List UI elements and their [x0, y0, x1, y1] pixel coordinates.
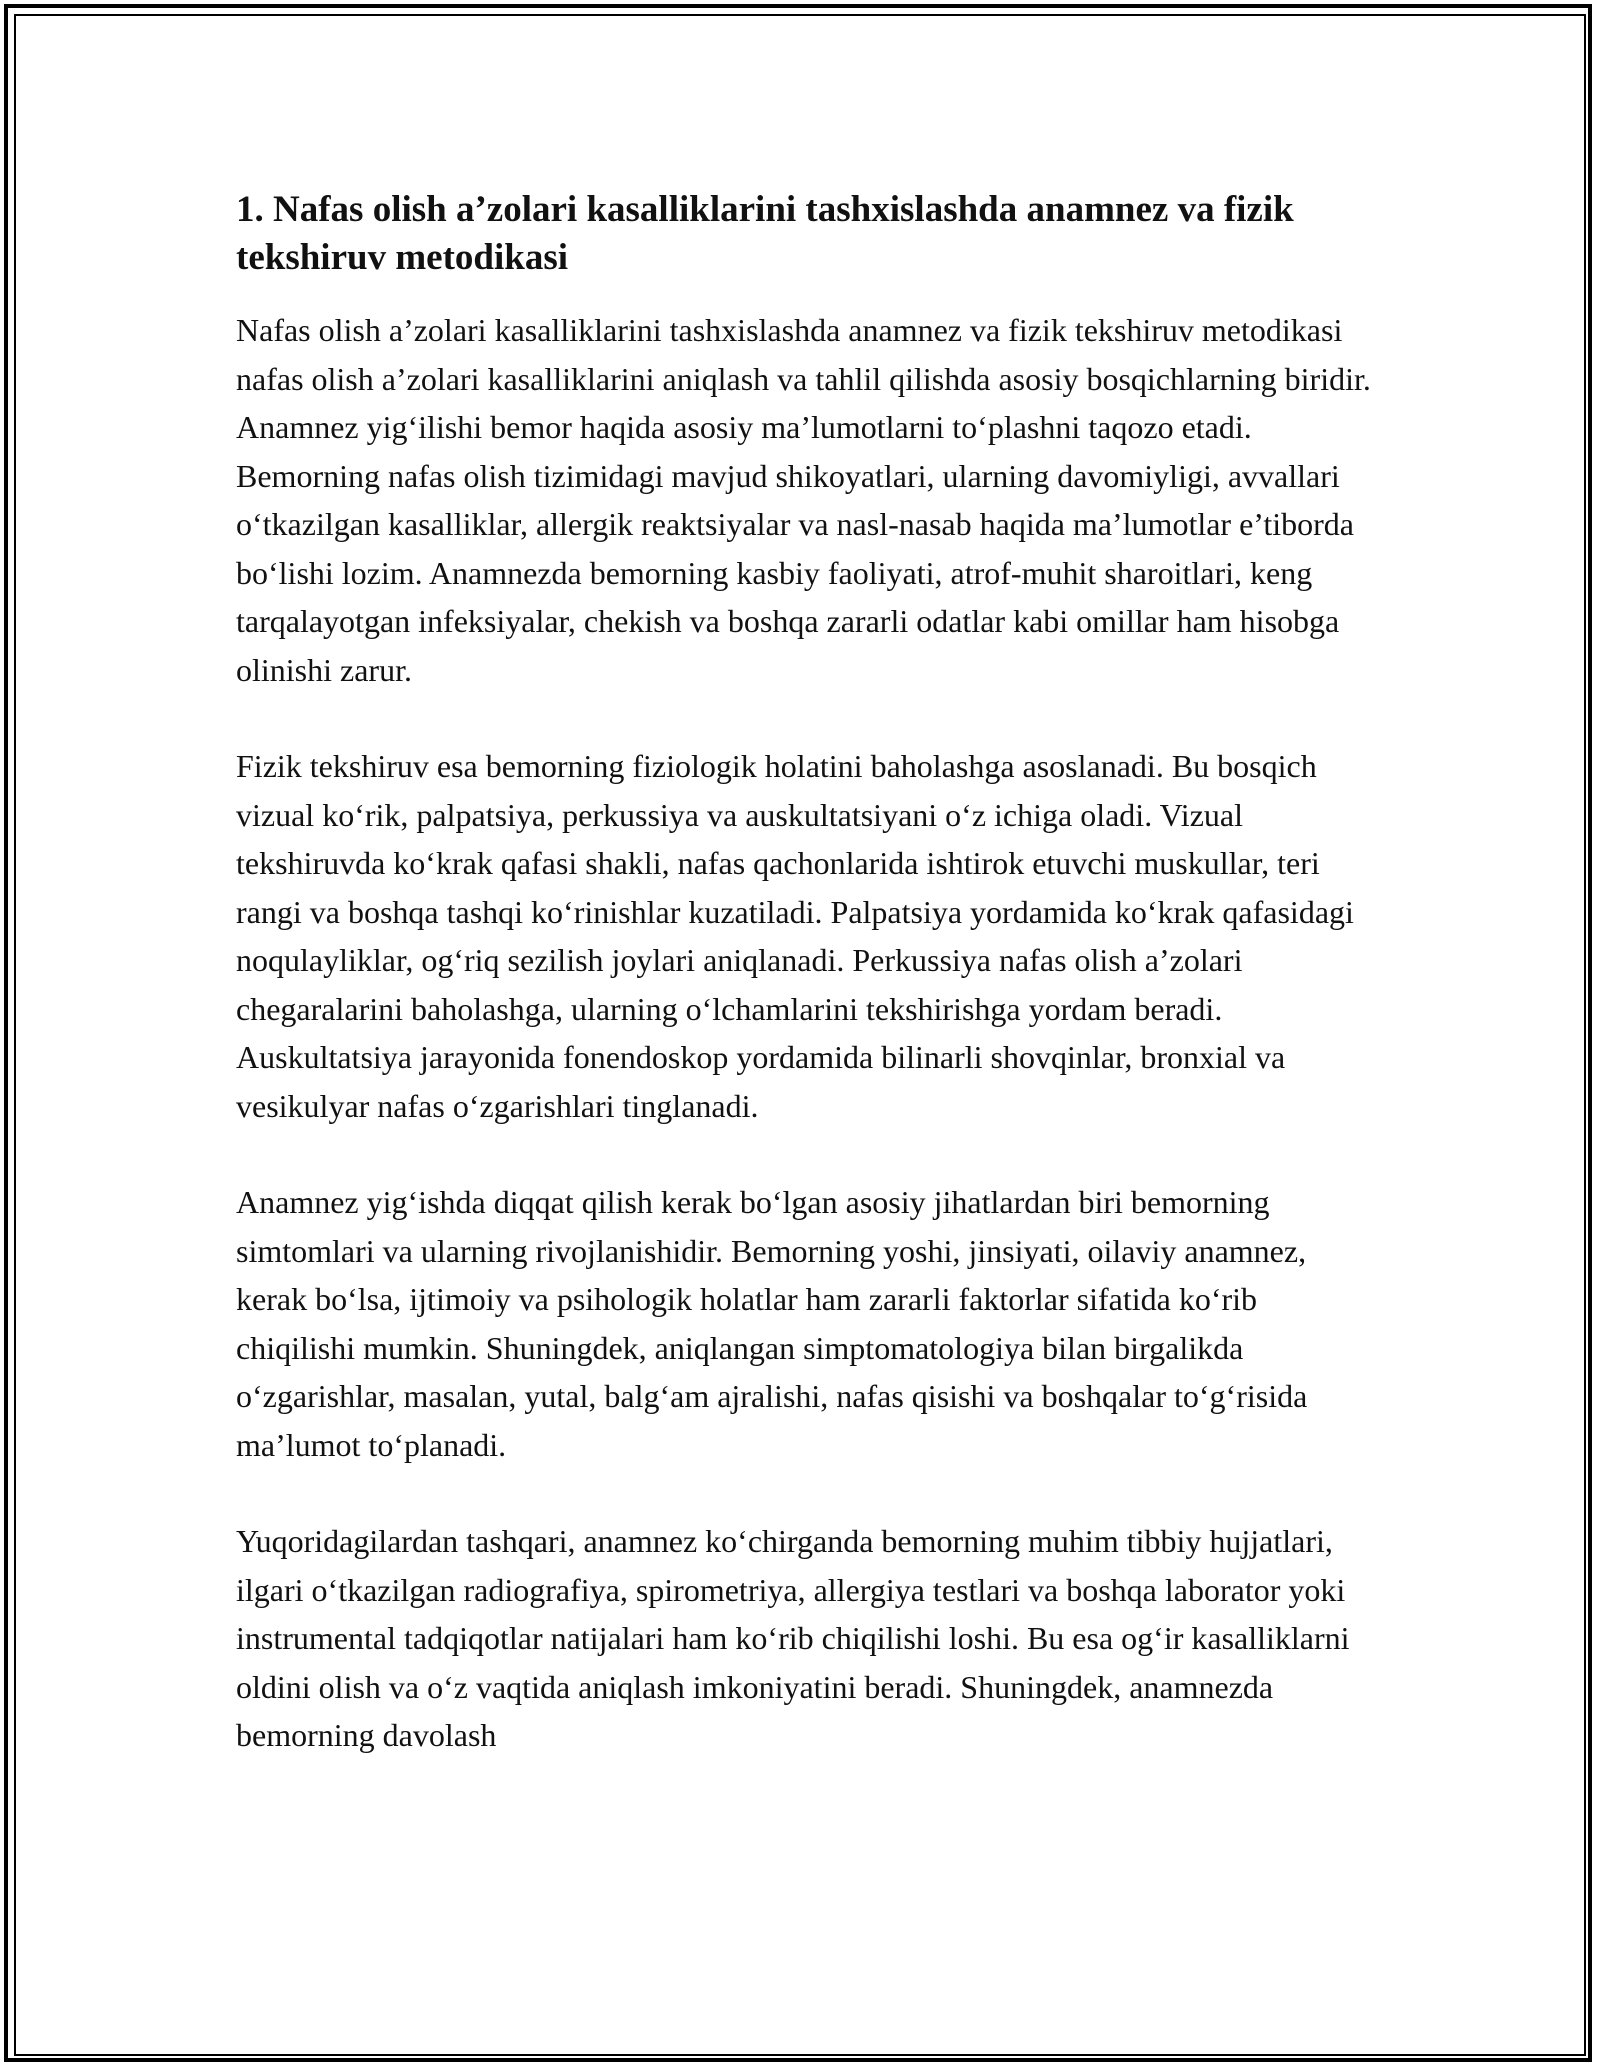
paragraph-3: Anamnez yig‘ishda diqqat qilish kerak bo‘lgan asosiy jihatlardan biri bemorning simtomlari va ularning rivojlanishidir. Bemorning yoshi, jinsiyati, oilaviy anamnez, kerak bo‘lsa, ijtimoiy va psihologik holatlar ham zararli faktorlar sifatida ko‘rib chiqilishi mumkin. Shuningdek, aniqlangan simptomatologiya bilan birgalikda o‘zgarishlar, masalan, yutal, balg‘am ajralishi, nafas qisishi va boshqalar to‘g‘risida ma’lumot to‘planadi.	[236, 1184, 1308, 1463]
paragraph-4: Yuqoridagilardan tashqari, anamnez ko‘chirganda bemorning muhim tibbiy hujjatlari, ilgari o‘tkazilgan radiografiya, spirometriya, allergiya testlari va boshqa laborator yoki instrumental tadqiqotlar natijalari ham ko‘rib chiqilishi loshi. Bu esa og‘ir kasalliklarni oldini olish va o‘z vaqtida aniqlash imkoniyatini beradi. Shuningdek, anamnezda bemorning davolash	[236, 1523, 1350, 1753]
paragraph-1: Nafas olish a’zolari kasalliklarini tashxislashda anamnez va fizik tekshiruv metodikasi nafas olish a’zolari kasalliklarini aniqlash va tahlil qilishda asosiy bosqichlarning biridir. Anamnez yig‘ilishi bemor haqida asosiy ma’lumotlarni to‘plashni taqozo etadi. Bemorning nafas olish tizimidagi mavjud shikoyatlari, ularning davomiyligi, avvallari o‘tkazilgan kasalliklar, allergik reaktsiyalar va nasl-nasab haqida ma’lumotlar e’tiborda bo‘lishi lozim. Anamnezda bemorning kasbiy faoliyati, atrof-muhit sharoitlari, keng tarqalayotgan infeksiyalar, chekish va boshqa zararli odatlar kabi omillar ham hisobga olinishi zarur.	[236, 312, 1371, 688]
document-body	[236, 186, 1376, 1808]
section-heading: 1. Nafas olish a’zolari kasalliklarini tashxislashda anamnez va fizik tekshiruv metodikasi	[236, 189, 1294, 278]
paragraph-2: Fizik tekshiruv esa bemorning fiziologik holatini baholashga asoslanadi. Bu bosqich vizual ko‘rik, palpatsiya, perkussiya va auskultatsiyani o‘z ichiga oladi. Vizual tekshiruvda ko‘krak qafasi shakli, nafas qachonlarida ishtirok etuvchi muskullar, teri rangi va boshqa tashqi ko‘rinishlar kuzatiladi. Palpatsiya yordamida ko‘krak qafasidagi noqulayliklar, og‘riq sezilish joylari aniqlanadi. Perkussiya nafas olish a’zolari chegaralarini baholashga, ularning o‘lchamlarini tekshirishga yordam beradi. Auskultatsiya jarayonida fonendoskop yordamida bilinarli shovqinlar, bronxial va vesikulyar nafas o‘zgarishlari tinglanadi.	[236, 748, 1354, 1124]
